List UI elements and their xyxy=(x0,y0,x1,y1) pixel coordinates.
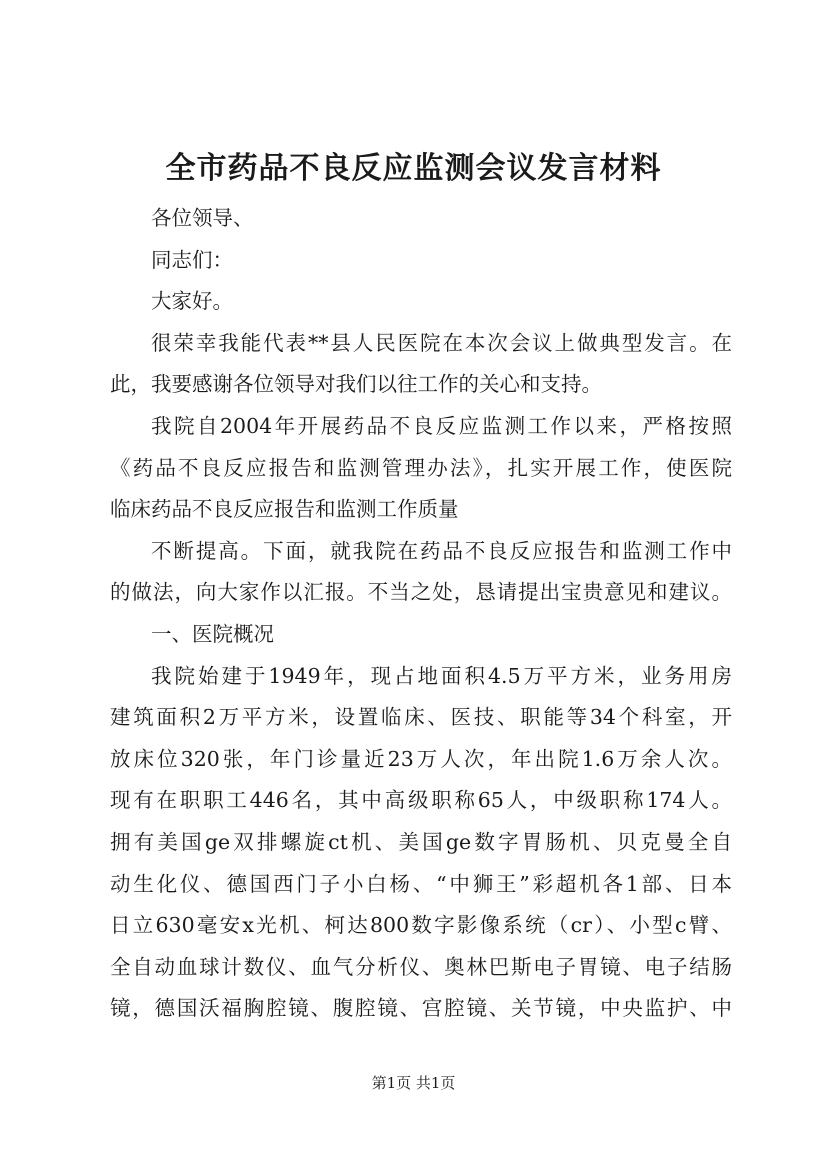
body-text-line: 动生化仪、德国西门子小白杨、“中狮王”彩超机各1部、日本 xyxy=(110,871,732,896)
body-text-line: 建筑面积2万平方米，设置临床、医技、职能等34个科室，开 xyxy=(110,705,732,730)
body-text-line: 同志们： xyxy=(151,247,233,272)
body-text-line: 我院自2004年开展药品不良反应监测工作以来，严格按照 xyxy=(151,413,732,438)
body-text-line: 全自动血球计数仪、血气分析仪、奥林巴斯电子胃镜、电子结肠 xyxy=(110,954,732,979)
body-text-line: 大家好。 xyxy=(151,289,233,314)
document-title: 全市药品不良反应监测会议发言材料 xyxy=(165,151,662,186)
body-text-line: 一、医院概况 xyxy=(151,621,274,646)
body-text-line: 的做法，向大家作以汇报。不当之处，恳请提出宝贵意见和建议。 xyxy=(110,580,732,605)
body-text-line: 各位领导、 xyxy=(151,206,254,230)
body-text-line: 不断提高。下面，就我院在药品不良反应报告和监测工作中 xyxy=(151,538,732,563)
body-text-line: 临床药品不良反应报告和监测工作质量 xyxy=(110,497,459,522)
page-footer: 第1页 共1页 xyxy=(371,1074,456,1092)
body-text-line: 拥有美国ge双排螺旋ct机、美国ge数字胃肠机、贝克曼全自 xyxy=(110,829,732,854)
document-body xyxy=(110,198,732,1030)
body-text-line: 镜，德国沃福胸腔镜、腹腔镜、宫腔镜、关节镜，中央监护、中 xyxy=(110,996,732,1021)
body-text-line: 放床位320张，年门诊量近23万人次，年出院1.6万余人次。 xyxy=(110,746,732,771)
body-text-line: 日立630毫安x光机、柯达800数字影像系统（cr）、小型c臂、 xyxy=(110,913,732,938)
body-text-line: 很荣幸我能代表**县人民医院在本次会议上做典型发言。在 xyxy=(151,330,732,355)
body-text-line: 现有在职职工446名，其中高级职称65人，中级职称174人。 xyxy=(110,788,732,813)
body-text-line: 此，我要感谢各位领导对我们以往工作的关心和支持。 xyxy=(110,372,602,397)
body-text-line: 我院始建于1949年，现占地面积4.5万平方米，业务用房 xyxy=(151,663,732,688)
body-text-line: 《药品不良反应报告和监测管理办法》，扎实开展工作，使医院 xyxy=(110,455,732,480)
